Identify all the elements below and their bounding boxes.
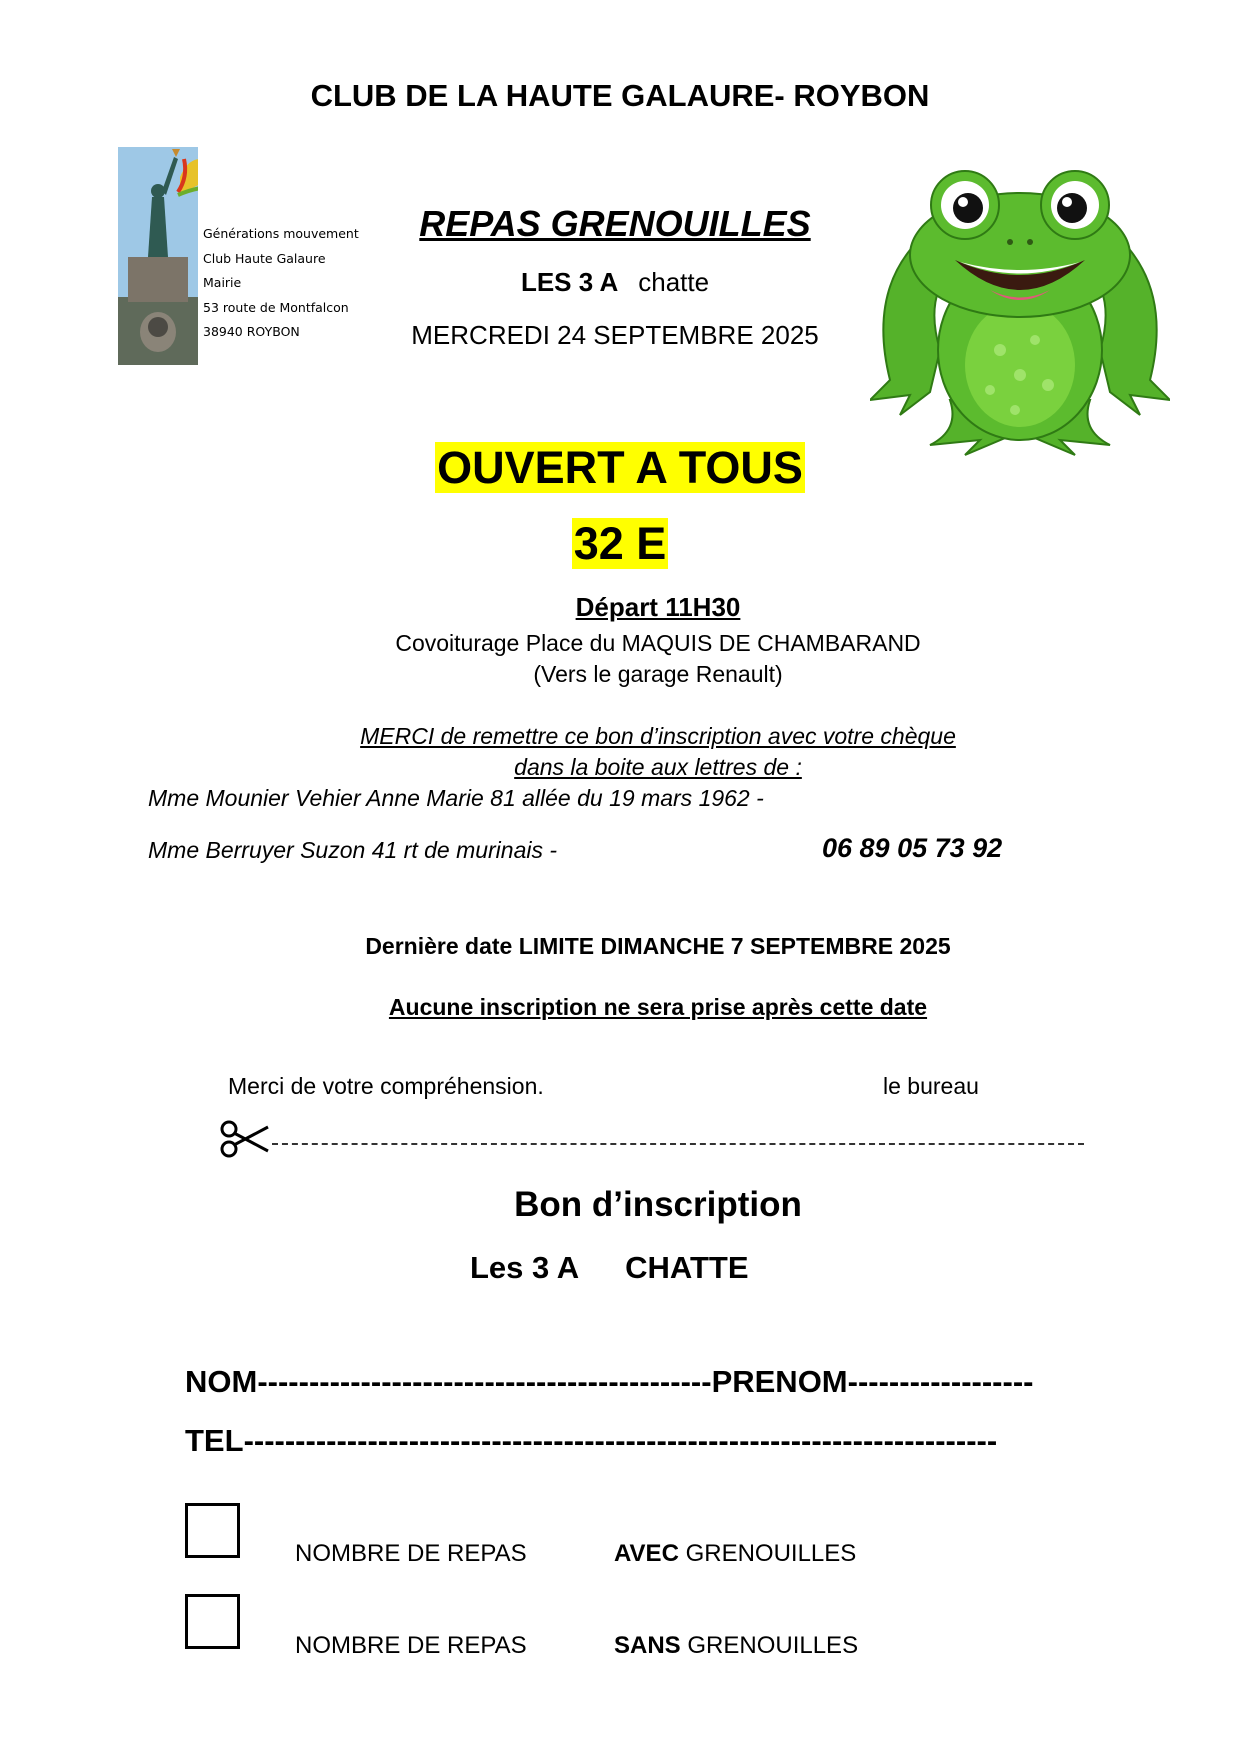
organization-address (203, 222, 359, 345)
org-line: Club Haute Galaure (203, 250, 326, 266)
org-line: 53 route de Montfalcon (203, 299, 349, 315)
meal-count-label: NOMBRE DE REPAS (295, 1540, 527, 1567)
event-title: REPAS GRENOUILLES (419, 203, 811, 244)
contact-phone: 06 89 05 73 92 (822, 833, 1003, 863)
form-title: Bon d’inscription (514, 1185, 802, 1224)
scissors-icon (220, 1118, 270, 1160)
meal-option-without-rest: GRENOUILLES (680, 1632, 859, 1659)
carpool-note: (Vers le garage Renault) (533, 661, 783, 687)
contact-2: Mme Berruyer Suzon 41 rt de murinais - (148, 837, 558, 863)
tel-label: TEL (185, 1423, 244, 1458)
tel-dashes: ------------------------------------------------------------------------- (243, 1423, 998, 1458)
club-title: CLUB DE LA HAUTE GALAURE- ROYBON (310, 78, 930, 113)
event-date: MERCREDI 24 SEPTEMBRE 2025 (411, 320, 819, 350)
meal-option-without-bold: SANS (614, 1632, 681, 1659)
prenom-label: PRENOM (711, 1364, 848, 1399)
form-venue-name: Les 3 A (470, 1250, 580, 1285)
org-line: 38940 ROYBON (203, 324, 300, 339)
venue-name: LES 3 A (520, 267, 619, 297)
meal-option-with-rest: GRENOUILLES (678, 1540, 857, 1567)
phone-field[interactable] (185, 1423, 997, 1459)
org-line: Mairie (203, 275, 242, 290)
instruction-line-1: MERCI de remettre ce bon d’inscription avec votre chèque (360, 723, 956, 749)
meal-option-with (614, 1540, 856, 1568)
signature-text: le bureau (883, 1073, 979, 1099)
form-venue (470, 1250, 749, 1286)
statue-logo (118, 147, 198, 365)
contact-1: Mme Mounier Vehier Anne Marie 81 allée du 19 mars 1962 - (148, 785, 764, 811)
instruction-line-2: dans la boite aux lettres de : (514, 754, 802, 780)
nom-dashes: -------------------------------------------- (257, 1364, 712, 1399)
meal-option-with-bold: AVEC (614, 1540, 679, 1567)
meal-without-frogs-checkbox[interactable] (185, 1594, 240, 1649)
meal-with-frogs-checkbox[interactable] (185, 1503, 240, 1558)
deadline-warning: Aucune inscription ne sera prise après cette date (388, 994, 928, 1020)
cut-line (272, 1143, 1084, 1145)
prenom-dashes: ------------------ (847, 1364, 1034, 1399)
name-field[interactable] (185, 1364, 1033, 1400)
thanks-text: Merci de votre compréhension. (228, 1073, 544, 1099)
frog-illustration (870, 160, 1170, 460)
departure-time: Départ 11H30 (575, 592, 741, 622)
form-venue-town: CHATTE (625, 1250, 749, 1285)
price-banner (0, 518, 1240, 570)
venue-town: chatte (638, 267, 710, 297)
price-text: 32 E (573, 518, 667, 569)
org-line: Générations mouvement (203, 226, 359, 241)
meal-option-without (614, 1632, 858, 1660)
deadline-text: Dernière date LIMITE DIMANCHE 7 SEPTEMBRE 2025 (365, 933, 951, 959)
nom-label: NOM (185, 1364, 258, 1399)
carpool-location: Covoiturage Place du MAQUIS DE CHAMBARAND (395, 630, 921, 656)
open-to-all-banner (0, 442, 1240, 494)
meal-count-label: NOMBRE DE REPAS (295, 1632, 527, 1659)
event-venue (400, 267, 830, 298)
open-to-all-text: OUVERT A TOUS (437, 442, 803, 493)
